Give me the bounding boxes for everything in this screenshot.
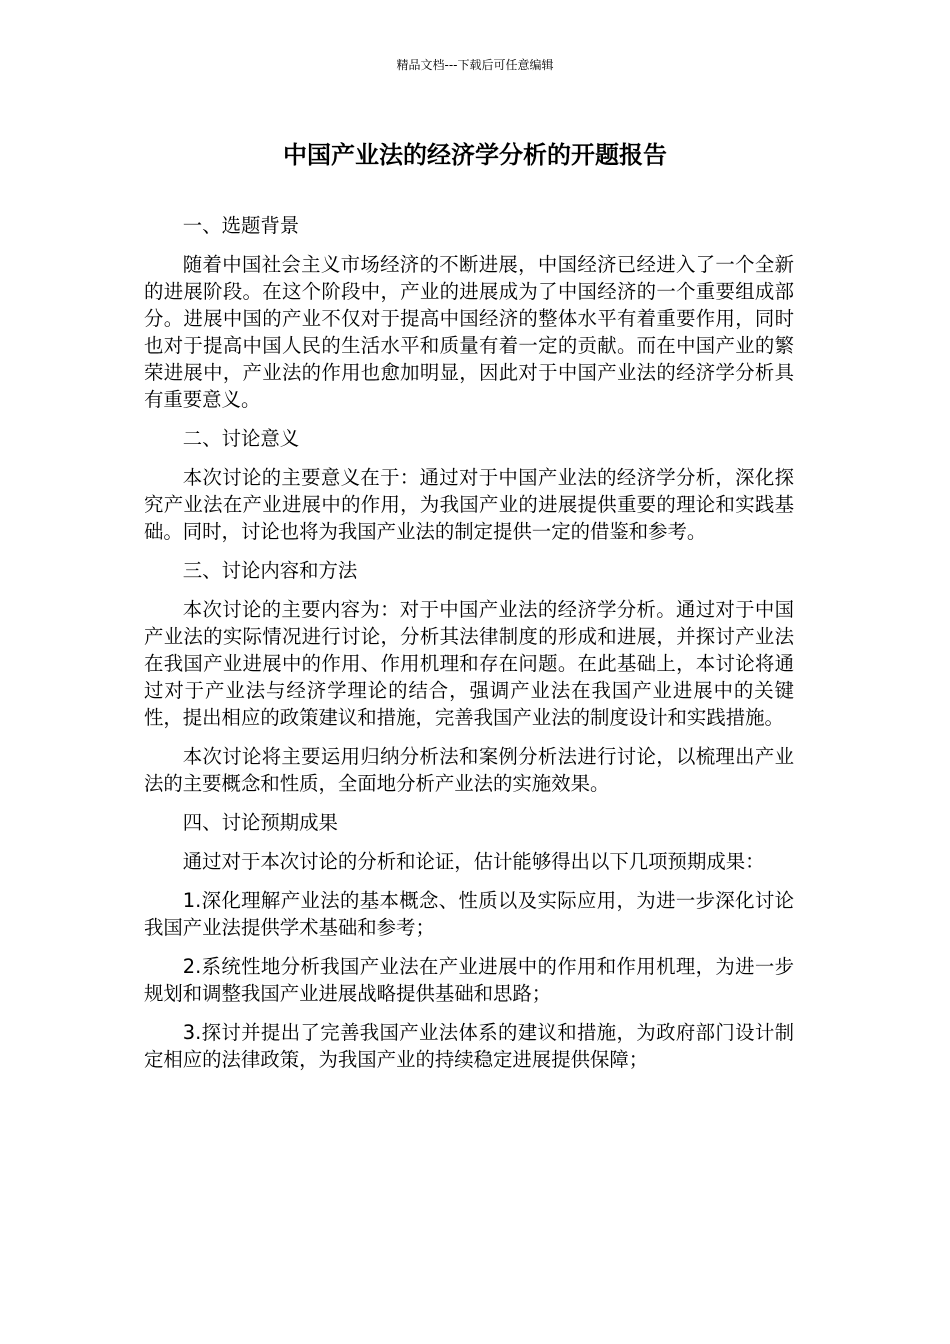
- list-item-result-3: 3.探讨并提出了完善我国产业法体系的建议和措施，为政府部门设计制定相应的法律政策，为我国产业的持续稳定进展提供保障；: [144, 1021, 794, 1071]
- document-body: [144, 212, 794, 1073]
- section-heading-significance: 二、讨论意义: [182, 427, 300, 450]
- section-heading-expected-results: 四、讨论预期成果: [182, 811, 338, 834]
- section-heading-content-methods: 三、讨论内容和方法: [182, 559, 358, 582]
- list-item-result-2: 2.系统性地分析我国产业法在产业进展中的作用和作用机理，为进一步规划和调整我国产业进展战略提供基础和思路；: [144, 955, 794, 1005]
- list-item-result-1: 1.深化理解产业法的基本概念、性质以及实际应用，为进一步深化讨论我国产业法提供学术基础和参考；: [144, 889, 794, 939]
- paragraph-content: 本次讨论的主要内容为：对于中国产业法的经济学分析。通过对于中国产业法的实际情况进行讨论，分析其法律制度的形成和进展，并探讨产业法在我国产业进展中的作用、作用机理和存在问题。在此基础上，本讨论将通过对于产业法与经济学理论的结合，强调产业法在我国产业进展中的关键性，提出相应的政策建议和措施，完善我国产业法的制度设计和实践措施。: [144, 598, 794, 729]
- document-title: 中国产业法的经济学分析的开题报告: [283, 141, 667, 169]
- section-heading-background: 一、选题背景: [182, 214, 300, 237]
- paragraph-significance: 本次讨论的主要意义在于：通过对于中国产业法的经济学分析，深化探究产业法在产业进展中的作用，为我国产业的进展提供重要的理论和实践基础。同时，讨论也将为我国产业法的制定提供一定的借鉴和参考。: [144, 466, 794, 543]
- header-note: 精品文档---下载后可任意编辑: [396, 58, 554, 72]
- paragraph-methods: 本次讨论将主要运用归纳分析法和案例分析法进行讨论，以梳理出产业法的主要概念和性质，全面地分析产业法的实施效果。: [144, 745, 794, 795]
- paragraph-results-intro: 通过对于本次讨论的分析和论证，估计能够得出以下几项预期成果：: [182, 850, 765, 873]
- paragraph-background: 随着中国社会主义市场经济的不断进展，中国经济已经进入了一个全新的进展阶段。在这个阶段中，产业的进展成为了中国经济的一个重要组成部分。进展中国的产业不仅对于提高中国经济的整体水平有着重要作用，同时也对于提高中国人民的生活水平和质量有着一定的贡献。而在中国产业的繁荣进展中，产业法的作用也愈加明显，因此对于中国产业法的经济学分析具有重要意义。: [144, 253, 794, 411]
